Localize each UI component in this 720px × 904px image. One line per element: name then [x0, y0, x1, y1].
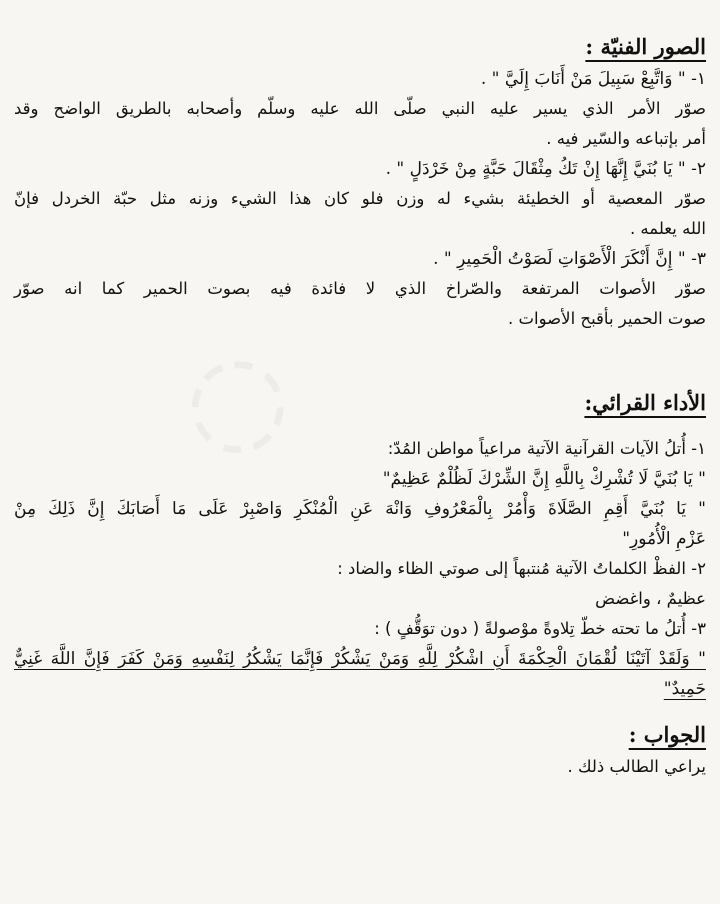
recitation-question-2: ٢- الفظْ الكلماتُ الآتية مُنتبهاً إلى صوتي الظاء والضاد :: [337, 559, 706, 578]
recitation-question-1: ١- أُتلُ الآيات القرآنية الآتية مراعياً مواطن المُدّ:: [387, 439, 706, 458]
recitation-verse-2-line2: عَزْمِ الْأُمُورِ": [622, 529, 706, 549]
artistic-image-1-explanation-line1: صوّر الأمر الذي يسير عليه النبي صلّى الله عليه وسلّم وأصحابه بالطريق الواضح وقد: [14, 99, 706, 118]
section-recitation-title: الأداء القرائي:: [584, 390, 706, 415]
artistic-image-2-explanation-line1: صوّر المعصية أو الخطيئة بشيء له وزن فلو كان هذا الشيء وزنه مثل حبّة الخردل فإنّ: [14, 189, 706, 208]
recitation-verse-3-line1: [14, 644, 706, 674]
artistic-image-3-explanation-line1: صوّر الأصوات المرتفعة والصّراخ الذي لا فائدة فيه بصوت الحمير كما انه صوّر: [14, 279, 706, 298]
artistic-image-3-explanation-line2: صوت الحمير بأقبح الأصوات .: [508, 309, 706, 328]
recitation-question-3: ٣- أُتلُ ما تحته خطّ تِلاوةً موْصولةً ( دون توَقُّفٍ ) :: [374, 619, 706, 638]
answer-text: يراعي الطالب ذلك .: [567, 757, 706, 776]
recitation-verse-2-line1: " يَا بُنَيَّ أَقِمِ الصَّلَاةَ وَأْمُرْ بِالْمَعْرُوفِ وَانْهَ عَنِ الْمُنْكَرِ وَاصْبِرْ عَلَى مَا أَصَابَكَ إِنَّ ذَلِكَ مِنْ: [14, 499, 706, 519]
faint-background-ghost: ◌: [149, 312, 316, 487]
artistic-image-3-verse: ٣- " إِنَّ أَنْكَرَ الْأَصْوَاتِ لَصَوْتُ الْحَمِيرِ " .: [433, 249, 706, 269]
underlined-verse-part: " وَلَقَدْ آتَيْنَا لُقْمَانَ الْحِكْمَةَ أَنِ اشْكُرْ لِلَّهِ وَمَنْ يَشْكُرْ فَإِنَّمَا يَشْكُرُ لِنَفْسِهِ وَمَنْ كَفَرَ فَإِنَّ اللَّهَ غَنِيٌّ: [14, 649, 706, 669]
recitation-verse-1: " يَا بُنَيَّ لَا تُشْرِكْ بِاللَّهِ إِنَّ الشِّرْكَ لَظُلْمٌ عَظِيمٌ": [382, 469, 706, 489]
artistic-image-2-explanation-line2: الله يعلمه .: [629, 219, 706, 238]
recitation-question-2-words: عظيمٌ ، واغضض: [595, 589, 706, 608]
section-artistic-images-title: الصور الفنيّة :: [585, 34, 706, 59]
artistic-image-1-verse: ١- " وَاتَّبِعْ سَبِيلَ مَنْ أَنَابَ إِلَيَّ " .: [480, 69, 706, 89]
underlined-verse-end: حَمِيدٌ": [663, 679, 706, 699]
artistic-image-2-verse: ٢- " يَا بُنَيَّ إِنَّهَا إِنْ تَكُ مِثْقَالَ حَبَّةٍ مِنْ خَرْدَلٍ " .: [385, 159, 706, 179]
recitation-verse-3-line2: [14, 674, 706, 704]
answer-title: الجواب :: [628, 722, 706, 747]
artistic-image-1-explanation-line2: أمر بإتباعه والسّير فيه .: [546, 129, 706, 148]
